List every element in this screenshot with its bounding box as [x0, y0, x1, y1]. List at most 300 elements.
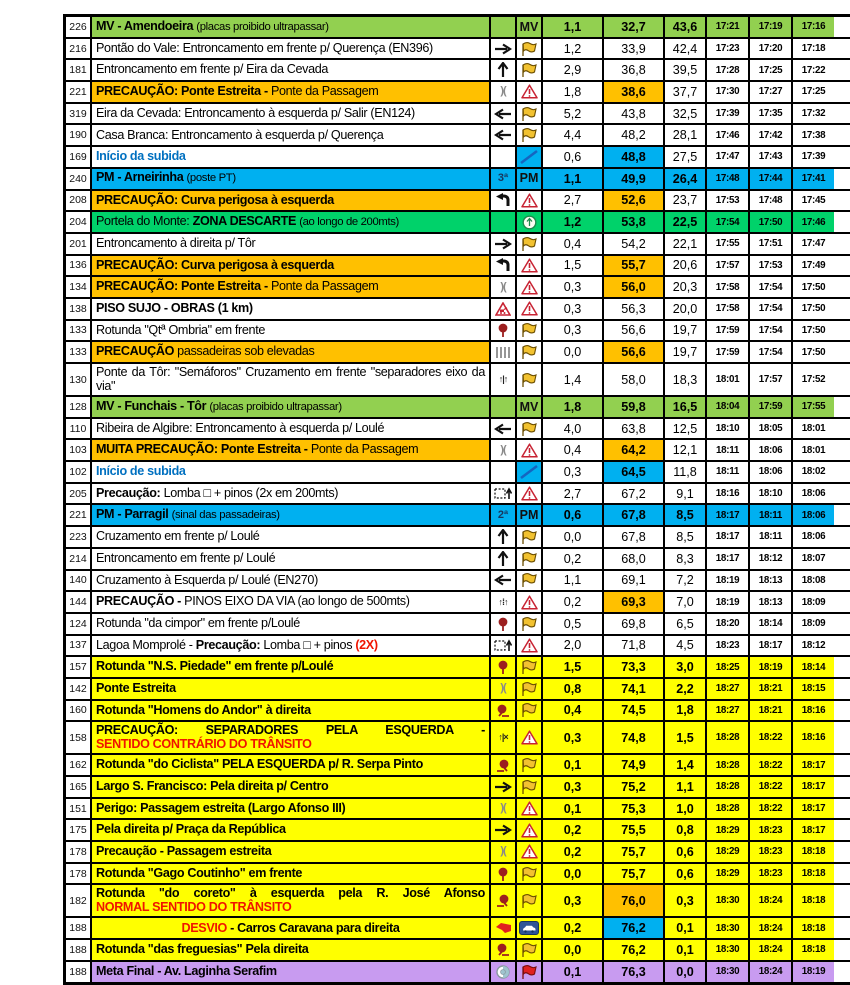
yellow-flag-icon — [517, 679, 543, 699]
step-description — [92, 527, 491, 547]
step-description — [92, 484, 491, 504]
row-number: 133 — [66, 321, 92, 341]
time-t3: 17:25 — [793, 82, 834, 102]
remaining-distance: 6,5 — [665, 614, 707, 634]
partial-distance: 0,2 — [543, 842, 604, 862]
table-row — [66, 60, 850, 82]
partial-distance: 5,2 — [543, 104, 604, 124]
roundabout-straight-icon — [491, 614, 517, 634]
time-t2: 17:59 — [750, 397, 793, 417]
partial-distance: 0,3 — [543, 321, 604, 341]
roundabout-straight-icon — [491, 321, 517, 341]
description-text: (placas proibido ultrapassar) — [196, 20, 329, 33]
table-row — [66, 440, 850, 462]
step-description — [92, 701, 491, 721]
total-distance: 58,0 — [604, 364, 665, 395]
step-description — [92, 592, 491, 612]
total-distance: 75,2 — [604, 777, 665, 797]
step-description — [92, 299, 491, 319]
partial-distance: 0,4 — [543, 440, 604, 460]
time-t3: 18:17 — [793, 755, 834, 775]
time-t2: 17:57 — [750, 364, 793, 395]
description-text: Início de subida — [96, 464, 186, 479]
time-t3: 18:16 — [793, 701, 834, 721]
remaining-distance: 20,3 — [665, 277, 707, 297]
partial-distance: 1,5 — [543, 657, 604, 677]
table-row — [66, 277, 850, 299]
warning-triangle-icon — [517, 440, 543, 460]
yellow-flag-icon — [517, 104, 543, 124]
narrow-bridge-icon: )( — [491, 679, 517, 699]
time-t3: 18:16 — [793, 722, 834, 753]
time-t1: 18:28 — [707, 722, 750, 753]
description-text: Lomba □ + pinos (2x em 200mts) — [163, 485, 339, 500]
remaining-distance: 2,2 — [665, 679, 707, 699]
step-description — [92, 125, 491, 145]
time-t1: 18:30 — [707, 940, 750, 960]
time-t3: 17:50 — [793, 277, 834, 297]
time-t2: 18:22 — [750, 722, 793, 753]
yellow-flag-icon — [517, 777, 543, 797]
time-t2: 18:12 — [750, 549, 793, 569]
warning-triangle-icon — [517, 799, 543, 819]
table-row — [66, 864, 850, 886]
total-distance: 74,5 — [604, 701, 665, 721]
remaining-distance: 22,5 — [665, 212, 707, 232]
table-row — [66, 918, 850, 940]
table-row — [66, 147, 850, 169]
pm-marker-icon: PM — [517, 169, 543, 189]
time-t2: 18:21 — [750, 679, 793, 699]
table-row — [66, 39, 850, 61]
time-t1: 17:21 — [707, 17, 750, 37]
remaining-distance: 20,0 — [665, 299, 707, 319]
total-distance: 74,9 — [604, 755, 665, 775]
partial-distance: 0,5 — [543, 614, 604, 634]
description-text: Ponte da Passagem — [270, 84, 379, 99]
partial-distance: 1,1 — [543, 169, 604, 189]
total-distance: 36,8 — [604, 60, 665, 80]
total-distance: 76,0 — [604, 885, 665, 916]
time-t2: 18:23 — [750, 820, 793, 840]
row-number: 162 — [66, 755, 92, 775]
row-number: 130 — [66, 364, 92, 395]
description-text: Ponte da Passagem — [270, 279, 379, 294]
narrow-bridge-icon: )( — [491, 277, 517, 297]
description-text: Lomba □ + pinos — [263, 637, 356, 652]
step-description — [92, 820, 491, 840]
yellow-flag-icon — [517, 39, 543, 59]
row-number: 165 — [66, 777, 92, 797]
table-row — [66, 885, 850, 918]
table-row — [66, 505, 850, 527]
roundabout-left-icon — [491, 885, 517, 916]
time-t2: 18:13 — [750, 571, 793, 591]
table-row — [66, 191, 850, 213]
semaphore-icon: ↑|↑ — [491, 364, 517, 395]
time-t3: 17:47 — [793, 234, 834, 254]
remaining-distance: 16,5 — [665, 397, 707, 417]
roadworks-icon — [491, 299, 517, 319]
remaining-distance: 0,1 — [665, 940, 707, 960]
time-t2: 17:27 — [750, 82, 793, 102]
partial-distance: 0,3 — [543, 777, 604, 797]
blank-icon — [491, 397, 517, 417]
blank-icon — [491, 212, 517, 232]
row-number: 221 — [66, 505, 92, 525]
description-text: Rotunda "do coreto" à esquerda pela R. José Afonso — [96, 886, 485, 901]
time-t3: 17:55 — [793, 397, 834, 417]
step-description — [92, 82, 491, 102]
time-t3: 17:41 — [793, 169, 834, 189]
row-number: 214 — [66, 549, 92, 569]
time-t1: 17:30 — [707, 82, 750, 102]
table-row — [66, 256, 850, 278]
description-text: MUITA PRECAUÇÃO: Ponte Estreita - — [96, 442, 311, 457]
yellow-flag-icon — [517, 527, 543, 547]
description-text: Perigo: Passagem estreita (Largo Afonso III) — [96, 800, 346, 815]
time-t1: 18:29 — [707, 864, 750, 884]
time-t2: 17:25 — [750, 60, 793, 80]
time-t3: 18:01 — [793, 440, 834, 460]
description-text: Eira da Cevada: Entroncamento à esquerda p/ Salir (EN124) — [96, 105, 415, 120]
row-number: 188 — [66, 940, 92, 960]
remaining-distance: 0,1 — [665, 918, 707, 938]
description-text: Pontão do Vale: Entroncamento em frente p/ Querença (EN396) — [96, 40, 433, 55]
warning-triangle-icon — [517, 636, 543, 656]
description-text: Rotunda "Homens do Andor" à direita — [96, 702, 311, 717]
row-number: 178 — [66, 842, 92, 862]
description-text: Rotunda "Gago Coutinho" em frente — [96, 865, 303, 880]
row-number: 319 — [66, 104, 92, 124]
step-description — [92, 364, 491, 395]
time-t1: 18:27 — [707, 679, 750, 699]
table-row — [66, 125, 850, 147]
time-t3: 18:06 — [793, 484, 834, 504]
time-t3: 18:07 — [793, 549, 834, 569]
time-t1: 18:30 — [707, 918, 750, 938]
description-text: Entroncamento em frente p/ Eira da Cevada — [96, 62, 329, 77]
table-row — [66, 104, 850, 126]
crosswalk-icon — [491, 342, 517, 362]
remaining-distance: 7,2 — [665, 571, 707, 591]
step-description — [92, 60, 491, 80]
time-t1: 17:59 — [707, 342, 750, 362]
table-row — [66, 777, 850, 799]
detour-arrow-icon — [491, 918, 517, 938]
remaining-distance: 32,5 — [665, 104, 707, 124]
warning-triangle-icon — [517, 82, 543, 102]
description-text: PRECAUÇÃO — [96, 344, 178, 359]
description-text: (ao longo de 200mts) — [299, 215, 399, 228]
yellow-flag-icon — [517, 614, 543, 634]
roundabout-right-icon — [491, 940, 517, 960]
table-row — [66, 321, 850, 343]
row-number: 103 — [66, 440, 92, 460]
partial-distance: 1,2 — [543, 39, 604, 59]
total-distance: 64,5 — [604, 462, 665, 482]
remaining-distance: 22,1 — [665, 234, 707, 254]
time-t1: 18:17 — [707, 549, 750, 569]
total-distance: 48,2 — [604, 125, 665, 145]
partial-distance: 0,1 — [543, 755, 604, 775]
total-distance: 73,3 — [604, 657, 665, 677]
time-t3: 18:18 — [793, 940, 834, 960]
partial-distance: 0,0 — [543, 527, 604, 547]
table-row — [66, 234, 850, 256]
total-distance: 75,5 — [604, 820, 665, 840]
time-t1: 17:58 — [707, 277, 750, 297]
total-distance: 68,0 — [604, 549, 665, 569]
row-number: 128 — [66, 397, 92, 417]
time-t3: 18:17 — [793, 820, 834, 840]
total-distance: 56,6 — [604, 342, 665, 362]
table-row — [66, 212, 850, 234]
time-t1: 18:04 — [707, 397, 750, 417]
description-text: DESVIO — [181, 920, 227, 935]
time-t3: 18:17 — [793, 799, 834, 819]
row-number: 136 — [66, 256, 92, 276]
total-distance: 67,8 — [604, 527, 665, 547]
total-distance: 67,2 — [604, 484, 665, 504]
table-row — [66, 842, 850, 864]
remaining-distance: 19,7 — [665, 342, 707, 362]
time-t2: 18:24 — [750, 962, 793, 982]
row-number: 138 — [66, 299, 92, 319]
partial-distance: 0,3 — [543, 277, 604, 297]
step-description — [92, 397, 491, 417]
partial-distance: 0,8 — [543, 679, 604, 699]
arrow-right-icon — [491, 820, 517, 840]
time-t3: 17:18 — [793, 39, 834, 59]
speed-bump-icon — [491, 636, 517, 656]
partial-distance: 2,7 — [543, 484, 604, 504]
step-description — [92, 419, 491, 439]
yellow-flag-icon — [517, 234, 543, 254]
arrow-left-icon — [491, 125, 517, 145]
time-t1: 17:39 — [707, 104, 750, 124]
time-t2: 18:19 — [750, 657, 793, 677]
yellow-flag-icon — [517, 419, 543, 439]
time-t1: 18:23 — [707, 636, 750, 656]
description-text: Rotunda "da cimpor" em frente p/Loulé — [96, 615, 300, 630]
warning-triangle-icon — [517, 592, 543, 612]
time-t3: 18:06 — [793, 527, 834, 547]
warning-triangle-icon — [517, 256, 543, 276]
time-t2: 18:06 — [750, 440, 793, 460]
yellow-flag-icon — [517, 755, 543, 775]
remaining-distance: 20,6 — [665, 256, 707, 276]
yellow-flag-icon — [517, 940, 543, 960]
time-t1: 17:46 — [707, 125, 750, 145]
row-number: 110 — [66, 419, 92, 439]
time-t2: 18:22 — [750, 777, 793, 797]
time-t2: 17:54 — [750, 299, 793, 319]
total-distance: 75,7 — [604, 864, 665, 884]
total-distance: 32,7 — [604, 17, 665, 37]
time-t3: 17:38 — [793, 125, 834, 145]
remaining-distance: 8,3 — [665, 549, 707, 569]
remaining-distance: 1,1 — [665, 777, 707, 797]
description-text-line2: SENTIDO CONTRÁRIO DO TRÂNSITO — [96, 736, 312, 751]
remaining-distance: 12,1 — [665, 440, 707, 460]
step-description — [92, 657, 491, 677]
step-description — [92, 885, 491, 916]
time-t2: 18:14 — [750, 614, 793, 634]
finish-checker-icon — [491, 962, 517, 982]
partial-distance: 0,6 — [543, 505, 604, 525]
total-distance: 75,7 — [604, 842, 665, 862]
description-text: Rotunda "Qtª Ombria" em frente — [96, 322, 265, 337]
remaining-distance: 26,4 — [665, 169, 707, 189]
step-description — [92, 342, 491, 362]
description-text: Pela direita p/ Praça da República — [96, 822, 286, 837]
total-distance: 69,3 — [604, 592, 665, 612]
time-t1: 18:30 — [707, 885, 750, 916]
time-t3: 17:49 — [793, 256, 834, 276]
yellow-flag-icon — [517, 864, 543, 884]
climb-start-icon — [517, 147, 543, 167]
yellow-flag-icon — [517, 125, 543, 145]
total-distance: 52,6 — [604, 191, 665, 211]
partial-distance: 0,2 — [543, 918, 604, 938]
time-t2: 18:13 — [750, 592, 793, 612]
description-text: Precaução: — [96, 485, 164, 500]
description-text: Lagoa Momprolé - — [96, 637, 196, 652]
time-t3: 18:19 — [793, 962, 834, 982]
total-distance: 38,6 — [604, 82, 665, 102]
total-distance: 49,9 — [604, 169, 665, 189]
table-row — [66, 592, 850, 614]
yellow-flag-icon — [517, 321, 543, 341]
step-description — [92, 842, 491, 862]
step-description — [92, 799, 491, 819]
narrow-bridge-icon: )( — [491, 82, 517, 102]
table-row — [66, 462, 850, 484]
remaining-distance: 42,4 — [665, 39, 707, 59]
row-number: 204 — [66, 212, 92, 232]
narrow-bridge-icon: )( — [491, 799, 517, 819]
grade-3-icon: 3ª — [491, 169, 517, 189]
step-description — [92, 169, 491, 189]
description-text: Meta Final - Av. Laginha Serafim — [96, 963, 277, 978]
arrow-up-icon — [491, 549, 517, 569]
time-t2: 17:54 — [750, 342, 793, 362]
row-number: 102 — [66, 462, 92, 482]
time-t2: 18:24 — [750, 940, 793, 960]
time-t1: 18:17 — [707, 527, 750, 547]
remaining-distance: 23,7 — [665, 191, 707, 211]
table-row — [66, 527, 850, 549]
description-text: Cruzamento à Esquerda p/ Loulé (EN270) — [96, 572, 318, 587]
time-t3: 17:50 — [793, 321, 834, 341]
partial-distance: 2,0 — [543, 636, 604, 656]
time-t2: 18:05 — [750, 419, 793, 439]
time-t1: 17:55 — [707, 234, 750, 254]
total-distance: 56,6 — [604, 321, 665, 341]
row-number: 188 — [66, 918, 92, 938]
time-t3: 17:22 — [793, 60, 834, 80]
table-row — [66, 169, 850, 191]
table-row — [66, 657, 850, 679]
description-text: Entroncamento em frente p/ Loulé — [96, 550, 276, 565]
step-description — [92, 505, 491, 525]
step-description — [92, 918, 491, 938]
time-t2: 17:53 — [750, 256, 793, 276]
row-number: 137 — [66, 636, 92, 656]
partial-distance: 0,0 — [543, 342, 604, 362]
blank-icon — [491, 147, 517, 167]
step-description — [92, 777, 491, 797]
row-number: 182 — [66, 885, 92, 916]
time-t1: 17:48 — [707, 169, 750, 189]
row-number: 133 — [66, 342, 92, 362]
partial-distance: 4,4 — [543, 125, 604, 145]
partial-distance: 0,2 — [543, 549, 604, 569]
table-row — [66, 397, 850, 419]
warning-triangle-icon — [517, 191, 543, 211]
step-description — [92, 277, 491, 297]
time-t3: 17:50 — [793, 299, 834, 319]
total-distance: 59,8 — [604, 397, 665, 417]
yellow-flag-icon — [517, 571, 543, 591]
remaining-distance: 19,7 — [665, 321, 707, 341]
remaining-distance: 0,6 — [665, 842, 707, 862]
table-row — [66, 549, 850, 571]
step-description — [92, 440, 491, 460]
remaining-distance: 1,5 — [665, 722, 707, 753]
time-t1: 18:17 — [707, 505, 750, 525]
partial-distance: 1,4 — [543, 364, 604, 395]
partial-distance: 0,2 — [543, 592, 604, 612]
total-distance: 69,8 — [604, 614, 665, 634]
step-description — [92, 212, 491, 232]
time-t1: 18:10 — [707, 419, 750, 439]
total-distance: 67,8 — [604, 505, 665, 525]
yellow-flag-icon — [517, 60, 543, 80]
description-text: MV - Funchais - Tôr — [96, 398, 210, 413]
description-text: Rotunda "N.S. Piedade" em frente p/Loulé — [96, 659, 334, 674]
table-row — [66, 17, 850, 39]
blank-icon — [491, 462, 517, 482]
row-number: 151 — [66, 799, 92, 819]
time-t3: 18:06 — [793, 505, 834, 525]
row-number: 169 — [66, 147, 92, 167]
partial-distance: 0,3 — [543, 299, 604, 319]
time-t3: 17:39 — [793, 147, 834, 167]
speed-bump-icon — [491, 484, 517, 504]
pm-marker-icon: PM — [517, 505, 543, 525]
time-t1: 17:54 — [707, 212, 750, 232]
time-t1: 17:23 — [707, 39, 750, 59]
time-t1: 17:28 — [707, 60, 750, 80]
table-row — [66, 799, 850, 821]
partial-distance: 0,0 — [543, 940, 604, 960]
table-row — [66, 755, 850, 777]
time-t2: 18:22 — [750, 755, 793, 775]
remaining-distance: 0,8 — [665, 820, 707, 840]
remaining-distance: 8,5 — [665, 527, 707, 547]
row-number: 208 — [66, 191, 92, 211]
time-t3: 18:02 — [793, 462, 834, 482]
step-description — [92, 147, 491, 167]
remaining-distance: 7,0 — [665, 592, 707, 612]
description-text: Cruzamento em frente p/ Loulé — [96, 529, 260, 544]
table-row — [66, 962, 850, 982]
remaining-distance: 0,0 — [665, 962, 707, 982]
time-t3: 17:32 — [793, 104, 834, 124]
time-t2: 18:21 — [750, 701, 793, 721]
